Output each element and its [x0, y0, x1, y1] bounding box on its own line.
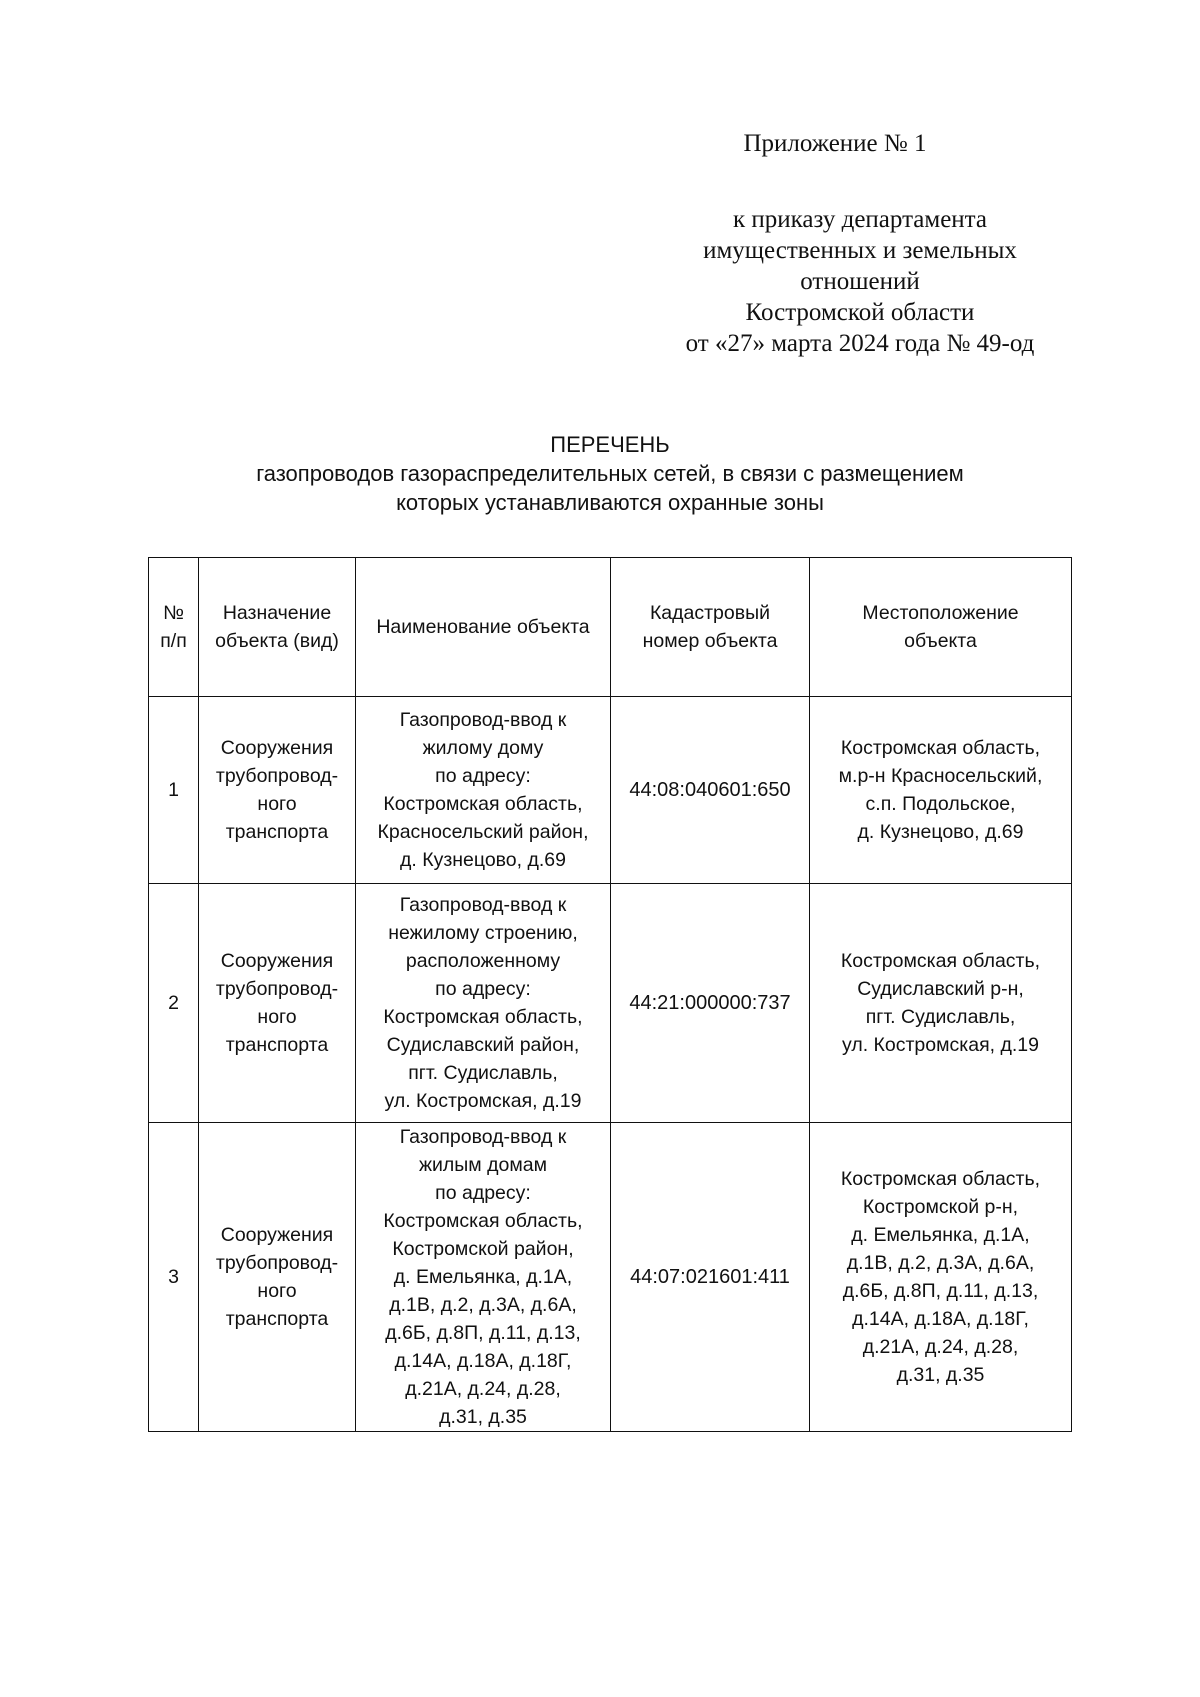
cell-line: ул. Костромская, д.19: [842, 1034, 1039, 1056]
table-row: [149, 1123, 1072, 1432]
cell-object-type: [199, 697, 356, 884]
cell-line: д.14А, д.18А, д.18Г,: [852, 1308, 1029, 1330]
cell-object-name: [356, 884, 611, 1123]
cell-line: по адресу:: [435, 978, 531, 1000]
cell-line: трубопровод-: [215, 765, 339, 787]
cell-line: Газопровод-ввод к: [399, 709, 567, 731]
cell-line: д.21А, д.24, д.28,: [862, 1336, 1019, 1358]
cell-cadastral-number: 44:21:000000:737: [611, 884, 810, 1123]
order-line: имущественных и земельных: [703, 237, 1017, 264]
cell-number: 3: [149, 1123, 199, 1432]
cell-object-type: [199, 1123, 356, 1432]
cell-line: ного: [257, 793, 297, 815]
cell-line: Костромская область,: [383, 1006, 583, 1028]
cell-line: жилым домам: [418, 1154, 548, 1176]
cell-line: ного: [257, 1006, 297, 1028]
document-subtitle-line: которых устанавливаются охранные зоны: [396, 490, 824, 515]
cell-line: д.14А, д.18А, д.18Г,: [394, 1350, 572, 1372]
cell-line: Сооружения: [220, 1224, 334, 1246]
order-line: от «27» марта 2024 года № 49-од: [685, 330, 1035, 357]
cell-line: Костромская область,: [383, 1210, 583, 1232]
appendix-order-reference: [640, 204, 1080, 359]
document-title: ПЕРЕЧЕНЬ: [550, 432, 670, 457]
order-line: Костромской области: [745, 299, 975, 326]
cell-line: м.р-н Красносельский,: [838, 765, 1043, 787]
cell-line: №: [163, 602, 184, 624]
header-cadastral-number: [611, 558, 810, 697]
cell-line: трубопровод-: [215, 1252, 339, 1274]
cell-line: Назначение: [222, 602, 332, 624]
cell-line: д.6Б, д.8П, д.11, д.13,: [385, 1322, 581, 1344]
cell-line: д. Кузнецово, д.69: [857, 821, 1024, 843]
cell-line: д.6Б, д.8П, д.11, д.13,: [842, 1280, 1039, 1302]
cell-line: Костромской район,: [392, 1238, 574, 1260]
cell-line: Газопровод-ввод к: [399, 894, 567, 916]
cell-line: Местоположение: [862, 602, 1019, 624]
gas-pipeline-registry-table: [148, 557, 1072, 1432]
cell-object-name: [356, 1123, 611, 1432]
cell-line: п/п: [160, 630, 187, 652]
cell-line: объекта (вид): [215, 630, 339, 652]
document-title-block: [140, 430, 1080, 517]
document-subtitle-line: газопроводов газораспределительных сетей, в связи с размещением: [256, 461, 964, 486]
cell-line: Сооружения: [220, 950, 334, 972]
header-object-name: [356, 558, 611, 697]
cell-cadastral-number: 44:08:040601:650: [611, 697, 810, 884]
cell-line: объекта: [904, 630, 977, 652]
cell-line: Костромская область,: [840, 737, 1041, 759]
order-line: отношений: [800, 268, 920, 295]
cell-line: д.31, д.35: [896, 1364, 985, 1386]
cell-line: д.1В, д.2, д.3А, д.6А,: [389, 1294, 577, 1316]
cell-line: Костромская область,: [840, 1168, 1041, 1190]
table-row: [149, 697, 1072, 884]
cell-line: д.1В, д.2, д.3А, д.6А,: [846, 1252, 1035, 1274]
cell-line: Костромская область,: [383, 793, 583, 815]
cell-line: по адресу:: [435, 765, 531, 787]
cell-line: Костромская область,: [840, 950, 1041, 972]
cell-line: д.31, д.35: [439, 1406, 527, 1428]
cell-location: [810, 1123, 1072, 1432]
cell-line: пгт. Судиславль,: [408, 1062, 558, 1084]
cell-line: д. Емельянка, д.1А,: [851, 1224, 1030, 1246]
cell-line: нежилому строению,: [388, 922, 578, 944]
cell-line: Газопровод-ввод к: [399, 1126, 567, 1148]
header-location: [810, 558, 1072, 697]
cell-line: Красносельский район,: [377, 821, 589, 843]
cell-location: [810, 884, 1072, 1123]
cell-line: жилому дому: [422, 737, 544, 759]
cell-line: Наименование объекта: [376, 616, 590, 638]
cell-line: Судиславский район,: [386, 1034, 580, 1056]
cell-line: транспорта: [225, 1308, 329, 1330]
cell-line: пгт. Судиславль,: [865, 1006, 1016, 1028]
appendix-number: Приложение № 1: [743, 130, 927, 157]
cell-line: Костромской р-н,: [862, 1196, 1019, 1218]
order-line: к приказу департамента: [732, 206, 988, 233]
table-row: [149, 884, 1072, 1123]
cell-line: транспорта: [225, 1034, 329, 1056]
header-number: [149, 558, 199, 697]
cell-location: [810, 697, 1072, 884]
cell-line: ного: [257, 1280, 297, 1302]
cell-line: транспорта: [225, 821, 329, 843]
header-object-type: [199, 558, 356, 697]
cell-line: д. Емельянка, д.1А,: [393, 1266, 573, 1288]
cell-line: по адресу:: [435, 1182, 531, 1204]
cell-number: 2: [149, 884, 199, 1123]
cell-object-name: [356, 697, 611, 884]
cell-number: 1: [149, 697, 199, 884]
cell-line: ул. Костромская, д.19: [384, 1090, 582, 1112]
cell-line: номер объекта: [642, 630, 778, 652]
table-header-row: [149, 558, 1072, 697]
cell-cadastral-number: 44:07:021601:411: [611, 1123, 810, 1432]
cell-line: трубопровод-: [215, 978, 339, 1000]
cell-line: Сооружения: [220, 737, 334, 759]
cell-line: д.21А, д.24, д.28,: [405, 1378, 561, 1400]
cell-line: д. Кузнецово, д.69: [400, 849, 566, 871]
cell-line: Судиславский р-н,: [857, 978, 1024, 1000]
cell-line: с.п. Подольское,: [865, 793, 1016, 815]
cell-line: Кадастровый: [649, 602, 771, 624]
cell-object-type: [199, 884, 356, 1123]
cell-line: расположенному: [405, 950, 561, 972]
